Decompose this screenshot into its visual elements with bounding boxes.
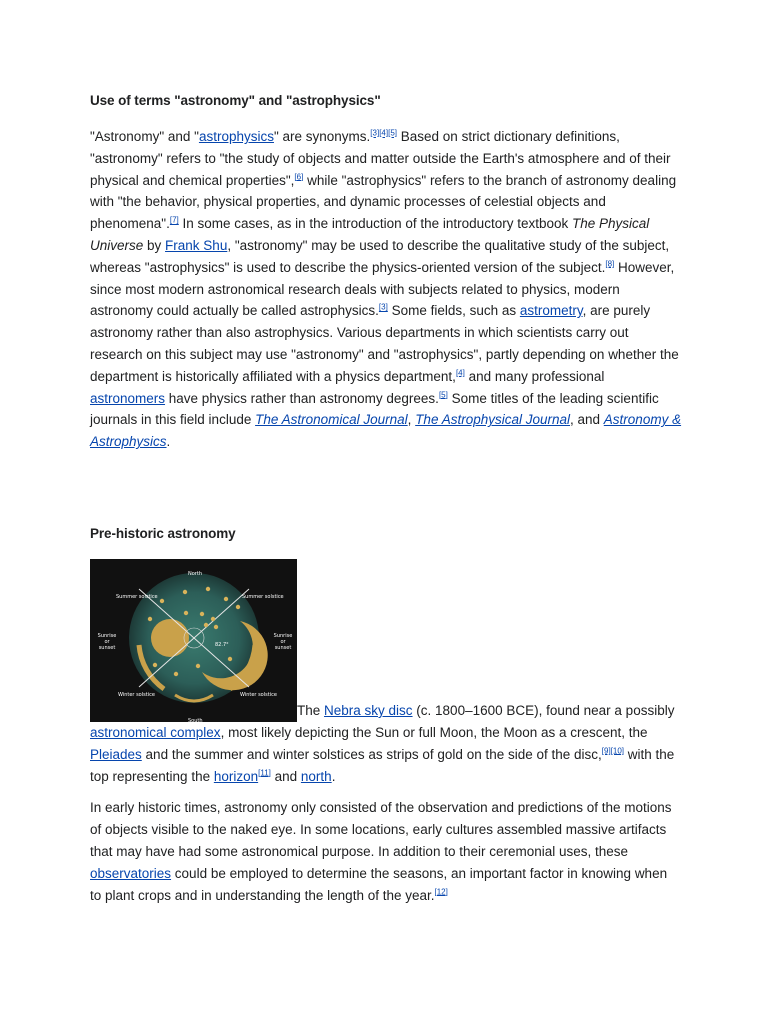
section-heading-terms: Use of terms "astronomy" and "astrophysics" xyxy=(90,93,381,108)
link-horizon[interactable]: horizon xyxy=(213,768,259,784)
citation-11[interactable]: [11] xyxy=(258,768,271,778)
link-astronomers[interactable]: astronomers xyxy=(90,390,166,406)
label-winter-solstice-right: Winter solstice xyxy=(240,691,277,698)
text: . xyxy=(166,434,171,450)
link-astronomical-journal[interactable]: The Astronomical Journal xyxy=(255,412,408,428)
text: by xyxy=(143,237,166,253)
text: (c. 1800–1600 BCE), found near a possibly xyxy=(412,703,675,719)
citation-3[interactable]: [3] xyxy=(370,128,380,138)
citation-3b[interactable]: [3] xyxy=(378,302,388,312)
text: Based on strict dictionary definitions, "astronomy" refers to "the study of objects and matter outside the Earth's atmosphere and of their physical and chemical properties", xyxy=(90,129,671,188)
text: The xyxy=(297,703,325,719)
nebra-sky-disc-image[interactable] xyxy=(90,559,297,722)
label-summer-solstice-right: Summer solstice xyxy=(242,593,284,600)
link-observatories[interactable]: observatories xyxy=(90,865,172,881)
citation-5[interactable]: [5] xyxy=(388,128,398,138)
text: However, since most modern astronomical research deals with subjects related to physics, modern astronomy could actually be called astrophysics. xyxy=(90,259,675,319)
citation-6[interactable]: [6] xyxy=(294,172,304,182)
text: , are purely astronomy rather than also astrophysics. Various departments in which scientists carry out research on this subject may use "astronomy" and "astrophysics", partly depending on whether the department is historically affiliated with a physics department, xyxy=(90,303,679,384)
citation-5b[interactable]: [5] xyxy=(438,390,448,400)
paragraph-nebra xyxy=(90,559,682,787)
link-astrometry[interactable]: astrometry xyxy=(519,303,583,319)
text: . xyxy=(331,768,336,784)
text: , most likely depicting the Sun or full Moon, the Moon as a crescent, the xyxy=(220,724,648,740)
link-astrophysics[interactable]: astrophysics xyxy=(198,129,274,144)
label-south: South xyxy=(188,717,203,724)
citation-7[interactable]: [7] xyxy=(169,215,179,225)
citation-4b[interactable]: [4] xyxy=(455,368,465,378)
label-angle: 82.7° xyxy=(215,641,229,648)
citation-10[interactable]: [10] xyxy=(610,746,625,756)
text: , xyxy=(407,412,416,428)
text: have physics rather than astronomy degrees. xyxy=(165,390,439,406)
text: and the summer and winter solstices as strips of gold on the side of the disc, xyxy=(141,746,602,762)
text: and many professional xyxy=(464,368,605,384)
text: and xyxy=(270,768,301,784)
article-content xyxy=(90,90,682,916)
link-frank-shu[interactable]: Frank Shu xyxy=(165,237,228,253)
label-summer-solstice-left: Summer solstice xyxy=(116,593,158,600)
section-heading-prehistoric: Pre-historic astronomy xyxy=(90,525,236,541)
label-north: North xyxy=(188,570,202,577)
label-sunrise: Sunrise or sunset xyxy=(97,632,117,651)
link-astronomical-complex[interactable]: astronomical complex xyxy=(90,724,221,740)
paragraph-early-history xyxy=(90,797,682,906)
text: could be employed to determine the seasons, an important factor in knowing when to plant crops and in understanding the length of the year. xyxy=(90,865,668,903)
book-title: The Physical Universe xyxy=(90,216,650,253)
text: Some fields, such as xyxy=(387,303,520,319)
citation-12[interactable]: [12] xyxy=(434,887,448,897)
text: while "astrophysics" refers to the branch of astronomy dealing with "the behavior, physical properties, and dynamic processes of celestial objects and phenomena". xyxy=(90,172,677,232)
label-sunset: Sunrise or sunset xyxy=(273,632,293,651)
link-pleiades[interactable]: Pleiades xyxy=(90,746,142,762)
paragraph-terms xyxy=(90,126,682,453)
citation-8[interactable]: [8] xyxy=(605,259,615,269)
citation-4[interactable]: [4] xyxy=(379,128,389,138)
text: "Astronomy" and " xyxy=(90,129,199,144)
link-north[interactable]: north xyxy=(300,768,332,784)
text: , and xyxy=(570,412,604,428)
text: Some titles of the leading scientific journals in this field include xyxy=(90,390,659,428)
text: In early historic times, astronomy only consisted of the observation and predictions of the motions of objects visible to the naked eye. In some locations, early cultures assembled massive artifacts that may have had some astronomical purpose. In addition to their ceremonial uses, these xyxy=(90,800,672,859)
link-astrophysical-journal[interactable]: The Astrophysical Journal xyxy=(415,412,571,428)
text: with the top representing the xyxy=(90,746,675,784)
citation-9[interactable]: [9] xyxy=(601,746,611,756)
text: " are synonyms. xyxy=(273,129,371,144)
link-nebra-sky-disc[interactable]: Nebra sky disc xyxy=(324,703,413,719)
text: , "astronomy" may be used to describe the qualitative study of the subject, whereas "astrophysics" is used to describe the physics-oriented version of the subject. xyxy=(90,237,670,275)
text: In some cases, as in the introduction of the introductory textbook xyxy=(178,216,572,232)
citation-group xyxy=(370,129,397,138)
link-astronomy-astrophysics[interactable]: Astronomy & Astrophysics xyxy=(90,412,682,450)
label-winter-solstice-left: Winter solstice xyxy=(118,691,155,698)
